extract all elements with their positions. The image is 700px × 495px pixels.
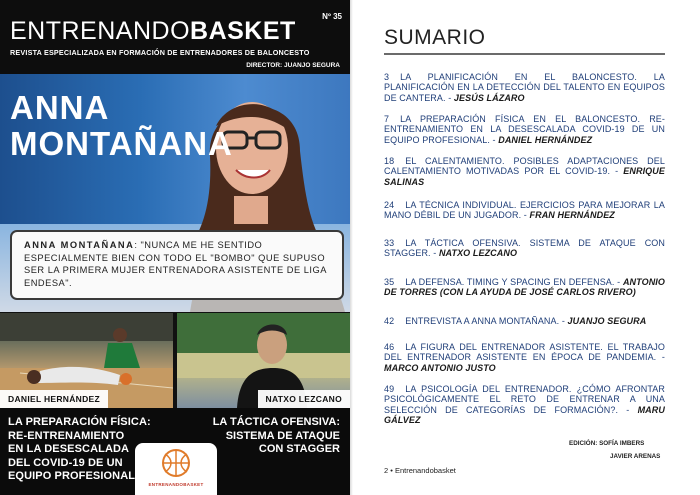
cover-bottom-band: [0, 408, 350, 495]
story-line: EQUIPO PROFESIONAL: [8, 470, 136, 482]
story-line: DEL COVID-19 DE UN: [8, 456, 123, 469]
toc-entry-title: LA PREPARACIÓN FÍSICA EN EL BALONCESTO. RE-ENTRENAMIENTO EN LA DESESCALADA COVID-19 DE UN EQUIPO PROFESIONAL. -: [384, 114, 665, 145]
toc-entry-title: LA FIGURA DEL ENTRENADOR ASISTENTE. EL TRABAJO DEL ENTRENADOR ASISTENTE EN ÉPOCA DE PANDEMIA. -: [384, 342, 665, 363]
caption-daniel-hernandez: DANIEL HERNÁNDEZ: [0, 390, 108, 408]
toc-page-number: 42: [384, 316, 395, 326]
basketball-logo-icon: [135, 443, 217, 483]
toc-entry-title: LA PSICOLOGÍA DEL ENTRENADOR. ¿CÓMO AFRONTAR PSICOLÓGICAMENTE EL RETO DE ENTRENAR A UNA SELECCIÓN DE CATEGORÍAS DE FORMACIÓN?. -: [384, 384, 665, 415]
toc-entry-author: MARCO ANTONIO JUSTO: [384, 362, 496, 373]
toc-entry[interactable]: [384, 156, 665, 187]
toc-entry-title: ENTREVISTA A ANNA MONTAÑANA. -: [405, 316, 565, 326]
toc-entry-title: EL CALENTAMIENTO. POSIBLES ADAPTACIONES DEL CALENTAMIENTO MOTIVADAS POR EL COVID-19. -: [384, 156, 665, 177]
caption-natxo-lezcano: NATXO LEZCANO: [258, 390, 350, 408]
toc-entry-title: LA DEFENSA. TIMING Y SPACING EN DEFENSA. -: [405, 277, 621, 287]
brand-light-text: ENTRENANDO: [10, 17, 191, 45]
summary-title: SUMARIO: [384, 26, 486, 49]
masthead: [0, 0, 350, 74]
toc-entry[interactable]: [384, 316, 665, 326]
pull-quote: [10, 230, 344, 300]
edition-credit-2: JAVIER ARENAS: [610, 453, 661, 460]
edition-credit: EDICIÓN: SOFÍA IMBERS: [569, 440, 645, 447]
story-line: LA PREPARACIÓN FÍSICA:: [8, 416, 151, 428]
cover-hero: [0, 74, 350, 312]
cover-story-physical-prep: [8, 416, 151, 484]
toc-entry-author: MARU GÁLVEZ: [384, 404, 665, 425]
toc-entry[interactable]: [384, 114, 665, 145]
summary-page: [350, 0, 700, 495]
story-line: LA TÁCTICA OFENSIVA:: [212, 416, 340, 428]
brand-bold-text: BASKET: [190, 17, 296, 45]
tagline: REVISTA ESPECIALIZADA EN FORMACIÓN DE ENTRENADORES DE BALONCESTO: [10, 48, 310, 57]
headline-name-line-1: ANNA: [10, 89, 110, 126]
toc-entry-author: ANTONIO DE TORRES (CON LA AYUDA DE JOSÉ CARLOS RIVERO): [384, 277, 665, 298]
toc-entry-title: LA TÉCNICA INDIVIDUAL. EJERCICIOS PARA MEJORAR LA MANO DÉBIL DE UN JUGADOR. -: [384, 200, 665, 221]
toc-entry[interactable]: [384, 200, 665, 221]
toc-entry-title: LA TÁCTICA OFENSIVA. SISTEMA DE ATAQUE CON STAGGER. -: [384, 238, 665, 259]
toc-entry-title: LA PLANIFICACIÓN EN EL BALONCESTO. LA PLANIFICACIÓN EN LA DETECCIÓN DEL TALENTO EN EQUIPOS DE CANTERA. -: [384, 72, 665, 103]
toc-entry[interactable]: [384, 384, 665, 425]
issue-number: Nº 35: [322, 12, 342, 21]
toc-entry[interactable]: [384, 277, 665, 298]
toc-page-number: 35: [384, 277, 395, 287]
page-gutter-shadow: [350, 0, 353, 495]
toc-page-number: 18: [384, 156, 395, 166]
cover-headline-name: [10, 90, 233, 162]
toc-entry-author: JESÚS LÁZARO: [453, 92, 525, 103]
toc-page-number: 7: [384, 114, 390, 124]
logo-wordmark: ENTRENANDOBASKET: [148, 482, 204, 487]
story-line: RE-ENTRENAMIENTO: [8, 429, 125, 442]
photo-coach: [177, 313, 350, 408]
toc-entry-author: JUANJO SEGURA: [567, 316, 647, 326]
toc-entry-author: FRAN HERNÁNDEZ: [529, 210, 615, 221]
toc-entry-author: NATXO LEZCANO: [438, 248, 518, 259]
toc-page-number: 24: [384, 200, 395, 210]
photo-training-session: [0, 313, 173, 408]
quote-text: : "NUNCA ME HE SENTIDO ESPECIALMENTE BIEN CON TODO EL "BOMBO" QUE SUPUSO SER LA PRIMERA MUJER ENTRENADORA ASISTENTE DE LIGA ENDESA".: [24, 240, 327, 288]
toc-page-number: 49: [384, 384, 395, 394]
toc-page-number: 33: [384, 238, 395, 248]
director-credit: DIRECTOR: JUANJO SEGURA: [246, 62, 340, 69]
toc-page-number: 46: [384, 342, 395, 352]
toc-entry[interactable]: [384, 238, 665, 259]
title-divider: [384, 53, 665, 55]
cover-story-offensive-tactics: [213, 416, 340, 457]
page-footer: 2 • Entrenandobasket: [384, 466, 456, 475]
toc-page-number: 3: [384, 72, 390, 82]
toc-entry[interactable]: [384, 342, 665, 373]
story-line: CON STAGGER: [258, 443, 340, 455]
toc-entry-author: ENRIQUE SALINAS: [384, 166, 665, 187]
magazine-logo: [135, 443, 217, 495]
toc-entry-author: DANIEL HERNÁNDEZ: [498, 134, 593, 145]
story-line: SISTEMA DE ATAQUE: [225, 429, 340, 442]
magazine-brand: [10, 17, 296, 46]
story-line: EN LA DESESCALADA: [8, 443, 130, 455]
headline-name-line-2: MONTAÑANA: [10, 125, 233, 162]
quote-speaker: ANNA MONTAÑANA: [24, 240, 135, 250]
toc-entry[interactable]: [384, 72, 665, 103]
